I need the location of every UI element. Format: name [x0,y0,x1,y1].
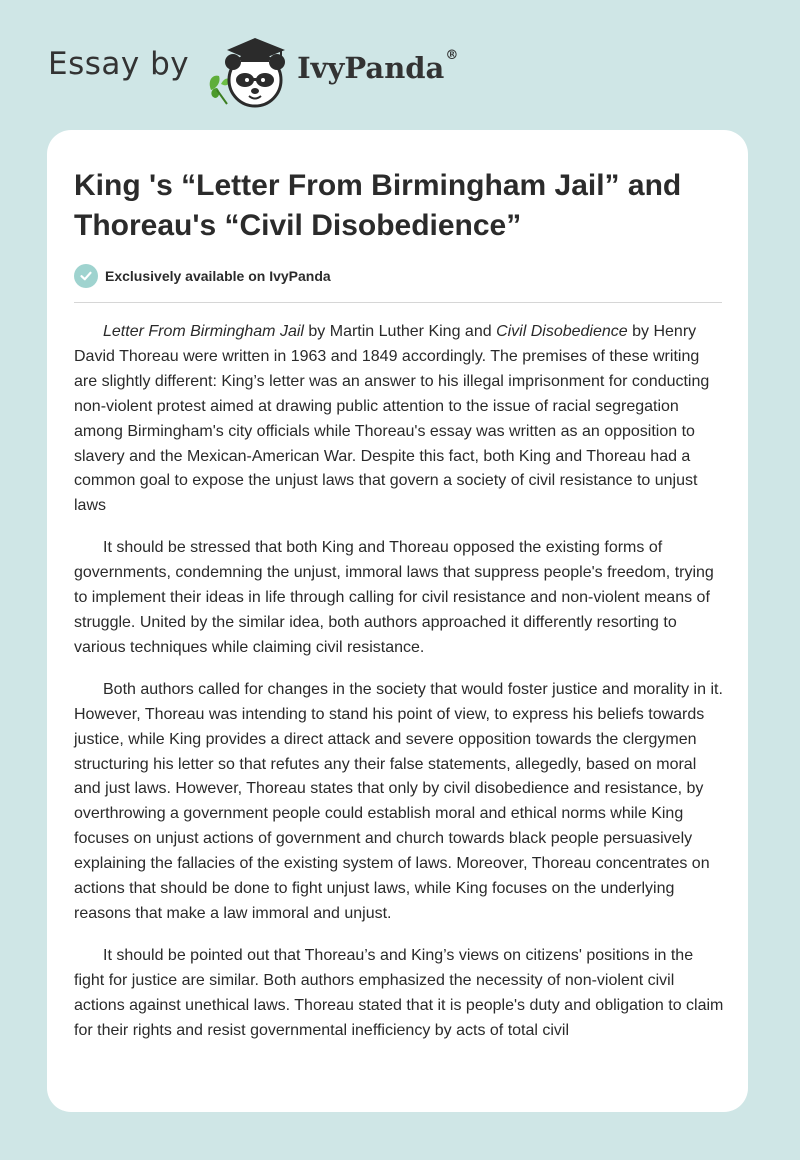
exclusive-badge [74,264,331,288]
panda-logo-icon[interactable] [205,30,293,110]
registered-mark: ® [445,48,459,64]
title-divider [74,302,722,303]
essay-by-label: Essay by [48,46,190,82]
exclusive-badge-label: Exclusively available on IvyPanda [105,268,331,284]
letter-title-italic: Letter From Birmingham Jail [103,323,304,340]
essay-body [74,320,726,1060]
essay-paragraph-4: It should be pointed out that Thoreau’s and King’s views on citizens' positions in the fight for justice are similar. Both authors emphasized the necessity of non-violent civil actions against unethical laws. Thoreau stated that it is people's duty and obligation to claim for their rights and resist governmental inefficiency by acts of total civil [74,946,724,1039]
site-header [48,30,458,110]
essay-title: King 's “Letter From Birmingham Jail” and Thoreau's “Civil Disobedience” [74,169,682,242]
essay-paragraph-3: Both authors called for changes in the society that would foster justice and morality in it. However, Thoreau was intending to stand his point of view, to express his beliefs towards justice, while King provides a direct attack and severe opposition towards the clergymen structuring his letter so that refutes any their false statements, allegedly, based on moral and just laws. However, Thoreau states that only by civil disobedience and resistance, by overthrowing a government people could establish moral and ethical norms while King focuses on unjust actions of government and church towards black people persuasively explaining the fallacies of the existing system of laws. Moreover, Thoreau concentrates on actions that should be done to fight unjust laws, while King focuses on the underlying reasons that make a law immoral and unjust. [74,680,723,922]
essay-paragraph-2: It should be stressed that both King and Thoreau opposed the existing forms of governments, condemning the unjust, immoral laws that suppress people's freedom, trying to implement their ideas in life through calling for civil resistance and non-violent means of struggle. United by the similar idea, both authors approached it differently resorting to various techniques while claiming civil resistance. [74,539,714,656]
paragraph-1-text-b: by Henry David Thoreau were written in 1963 and 1849 accordingly. The premises of these writing are slightly different: King’s letter was an answer to his illegal imprisonment for conducting non-violent protest aimed at drawing public attention to the issue of racial segregation among Birmingham's city officials while Thoreau's essay was written as an opposition to slavery and the Mexican-American War. Despite this fact, both King and Thoreau had a common goal to expose the unjust laws that govern a society of civil resistance to unjust laws [74,323,710,515]
civil-disobedience-title-italic: Civil Disobedience [496,323,628,340]
checkmark-icon [74,264,98,288]
paragraph-1-text-a: by Martin Luther King and [303,323,497,340]
essay-card [47,130,748,1112]
ivypanda-brand-name[interactable] [297,48,459,85]
brand-name-text: IvyPanda [297,51,445,85]
essay-paragraph-1 [74,320,726,519]
